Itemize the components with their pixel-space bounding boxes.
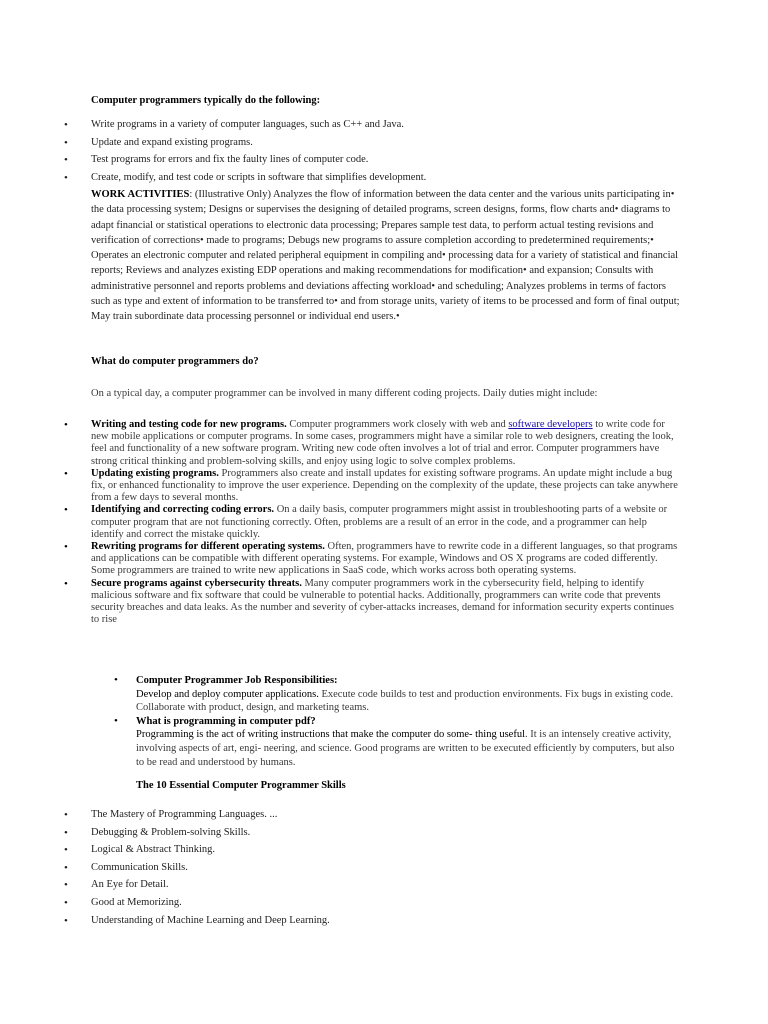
work-activities-text: : (Illustrative Only) Analyzes the flow of information between the data center and the various units participating in• the data processing system; Designs or supervises the designing of detailed programs, screen designs, forms, flow charts and• diagrams to adapt financial or statistical operations to electronic data processing; Prepares sample test data, to perform actual testing revisions and verification of corrections• made to programs; Debugs new programs to assure completion according to predetermined requirements;• Operates an electronic computer and related peripheral equipment in compiling and• processing data for a variety of statistical and financial reports; Reviews and analyzes existing EDP operations and making recommendations for modification• and expansion; Consults with administrative personnel and reports problems and deviations affecting workload• and scheduling; Analyzes problems in terms of factors such as type and extent of information to be transferred to• and from storage units, variety of items to be processed and form of final output; May train subordinate data processing personnel or individual end users.• [91,189,680,323]
item-lead: Updating existing programs. [91,467,219,479]
bullet-icon: • [64,171,68,184]
bullet-icon: • [114,674,118,686]
bullet-icon: • [64,541,68,554]
list-item: • Write programs in a variety of computer languages, such as C++ and Java. [64,119,404,131]
sub-item-lead: Computer Programmer Job Responsibilities: [136,675,338,686]
bullet-icon: • [64,136,68,149]
list-item: • Update and expand existing programs. [64,136,253,149]
list-item: • Identifying and correcting coding errors. On a daily basis, computer programmers might assist in troubleshooting parts of a website or computer program that are not functioning correctly. Often, problems are a result of an error in the code, and a programmer can help identify and correct the mistake quickly. [64,504,668,540]
bullet-icon: • [64,844,68,857]
sub-item-lead: What is programming in computer pdf? [136,715,316,727]
bullet-icon: • [64,896,68,909]
bullet-icon: • [64,504,68,517]
section-heading-skills: The 10 Essential Computer Programmer Skills [136,780,346,791]
bullet-icon: • [64,577,68,590]
daily-duties-list [0,419,681,626]
list-item: • Test programs for errors and fix the faulty lines of computer code. [64,154,369,167]
item-lead: Rewriting programs for different operating systems. [91,541,325,553]
section-heading-what-do: What do computer programmers do? [91,356,259,367]
bullet-icon: • [64,119,68,131]
bullet-icon: • [64,467,68,480]
skills-list [0,808,330,931]
intro-text: On a typical day, a computer programmer can be involved in many different coding projects. Daily duties might include: [91,388,598,399]
work-activities-paragraph [91,187,681,325]
list-item: • The Mastery of Programming Languages. ... [64,809,278,821]
list-item: • Writing and testing code for new programs. Computer programmers work closely with web and software developers to write code for new mobile applications or computer programs. In some cases, programmers might have a similar role to web designers, creating the look, feel and functionality of a new software program. Writing new code often involves a lot of trial and error. Computer programmers have strong critical thinking and problem-solving skills, and enjoy using logic to solve complex problems. [64,419,674,467]
list-item: • Logical & Abstract Thinking. [64,844,216,857]
sub-list-item: • What is programming in computer pdf? Programming is the act of writing instructions that make the computer do some- thing useful. It is an intensely creative activity, involving aspects of art, engi- neering, and science. Good programs are written to be executed efficiently by computers, but also to be read and understood by humans. [0,715,681,769]
work-activities-label: WORK ACTIVITIES [91,189,190,200]
sub-list [0,674,681,769]
bullet-icon: • [64,914,68,927]
list-item: • Communication Skills. [64,861,188,874]
bullet-icon: • [64,861,68,874]
list-item: • Secure programs against cybersecurity threats. Many computer programmers work in the cybersecurity field, helping to identify malicious software and fix software that could be vulnerable to potential hacks. Additionally, programmers can write code that prevents security breaches and data leaks. As the number and severity of cyber-attacks increases, demand for information security experts continues to rise [64,577,674,626]
list-item: • Create, modify, and test code or scripts in software that simplifies development. [64,171,427,184]
list-item: • Good at Memorizing. [64,896,182,909]
list-item: • Debugging & Problem-solving Skills. [64,826,251,839]
list-item: • Rewriting programs for different operating systems. Often, programmers have to rewrite code in a different languages, so that programs and applications can be compatible with different operating systems. For example, Windows and OS X programs are coded differently. Some programmers are trained to write new applications in SaaS code, which works across both operating systems. [64,541,678,577]
section-heading-duties: Computer programmers typically do the following: [91,95,321,106]
bullet-icon: • [64,826,68,839]
duties-list [0,118,426,188]
software-developers-link[interactable]: software developers [508,419,593,430]
list-item: • Updating existing programs. Programmers also create and install updates for existing software programs. An update might include a bug fix, or enhanced functionality to improve the user experience. Depending on the complexity of the update, these projects can take anywhere from a few days to several months. [64,467,678,504]
bullet-icon: • [64,879,68,892]
list-item: • Understanding of Machine Learning and Deep Learning. [64,914,330,927]
item-lead: Identifying and correcting coding errors. [91,504,275,516]
bullet-icon: • [64,809,68,821]
bullet-icon: • [64,419,68,431]
bullet-icon: • [114,714,118,727]
item-lead: Secure programs against cybersecurity threats. [91,577,302,589]
bullet-icon: • [64,154,68,167]
list-item: • An Eye for Detail. [64,879,169,892]
item-lead: Writing and testing code for new programs. [91,419,287,430]
sub-list-item: • Computer Programmer Job Responsibilities: Develop and deploy computer applications. Execute code builds to test and production environments. Fix bugs in existing code. Collaborate with product, design, and marketing teams. [0,674,681,715]
